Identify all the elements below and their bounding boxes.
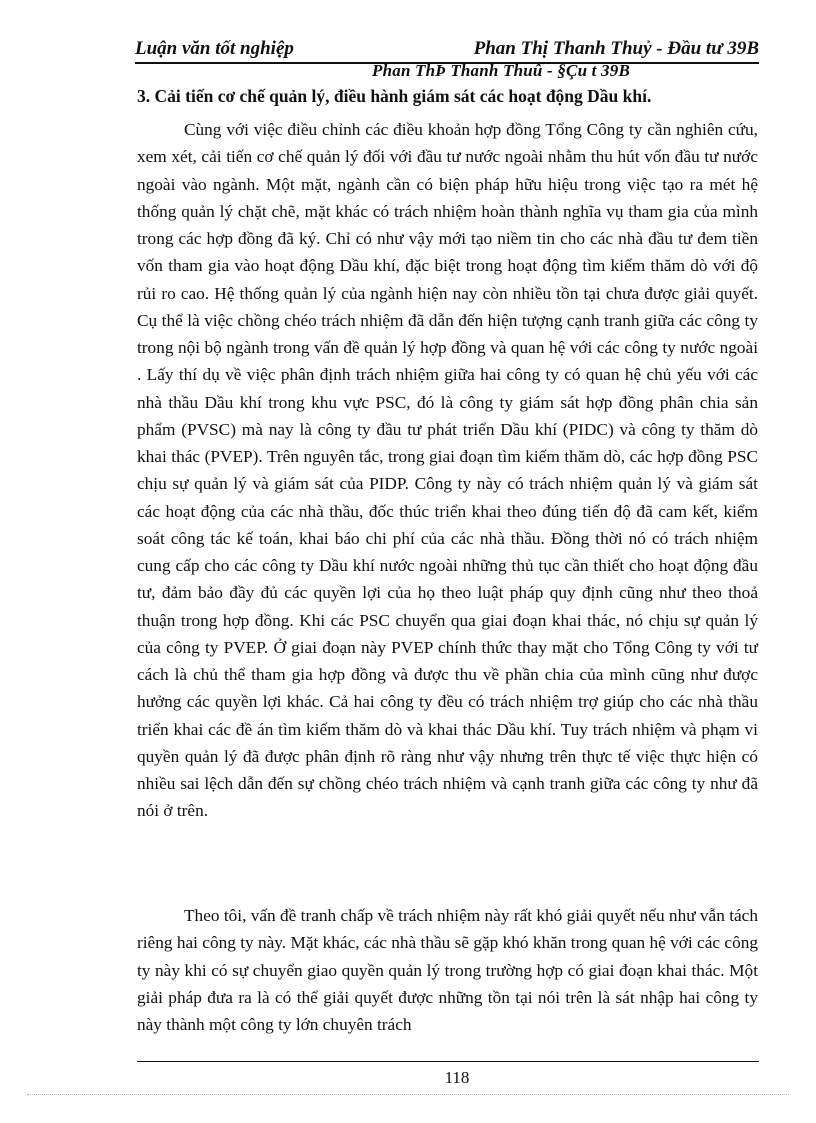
page-number: 118	[444, 1068, 470, 1087]
footer-divider	[137, 1061, 759, 1062]
page-bottom-dotted-divider	[27, 1094, 789, 1095]
paragraph: Cùng với việc điều chỉnh các điều khoản hợp đồng Tổng Công ty cần nghiên cứu, xem xét, cải tiến cơ chế quản lý đối với đầu tư nước ngoài nhằm thu hút vốn đầu tư nước ngoài vào ngành. Một mặt, ngành cần có biện pháp hữu hiệu trong việc tạo ra mét hệ thống quản lý chặt chẽ, mặt khác có trách nhiệm hoàn thành nghĩa vụ tham gia của mình trong các hợp đồng đã ký. Chỉ có như vậy mới tạo niềm tin cho các nhà đầu tư đem tiền vốn tham gia vào hoạt động Dầu khí, đặc biệt trong hoạt động tìm kiếm thăm dò với độ rủi ro cao. Hệ thống quản lý của ngành hiện nay còn nhiều tồn tại chưa được giải quyết. Cụ thể là việc chồng chéo trách nhiệm đã dẫn đến hiện tượng cạnh tranh giữa các công ty trong nội bộ ngành trong vấn đề quản lý hợp đồng và quan hệ với các công ty nước ngoài . Lấy thí dụ về việc phân định trách nhiệm giữa hai công ty có quan hệ chủ yếu với các nhà thầu Dầu khí trong khu vực PSC, đó là công ty giám sát hợp đồng phân chia sản phẩm (PVSC) mà nay là công ty đầu tư phát triển Dầu khí (PIDC) và công ty thăm dò khai thác (PVEP). Trên nguyên tắc, trong giai đoạn tìm kiếm thăm dò, các hợp đồng PSC chịu sự quản lý và giám sát của PIDP. Công ty này có trách nhiệm quản lý và giám sát các hoạt động của các nhà thầu, đốc thúc triển khai theo đúng tiến độ đã cam kết, kiểm soát công tác kế toán, khai báo chi phí của các nhà thầu. Đồng thời nó có trách nhiệm cung cấp cho các công ty Dầu khí nước ngoài những thủ tục cần thiết cho hoạt động đầu tư, đảm bảo đầy đủ các quyền lợi của họ theo luật pháp quy định cũng như theo thoả thuận trong hợp đồng. Khi các PSC chuyển qua giai đoạn khai thác, nó chịu sự quản lý của công ty PVEP. Ở giai đoạn này PVEP chính thức thay mặt cho Tổng Công ty với tư cách là chủ thể tham gia hợp đồng và được thu về phần chia của mình cũng như được hưởng các quyền lợi khác. Cả hai công ty đều có trách nhiệm trợ giúp cho các nhà thầu triển khai các đề án tìm kiếm thăm dò và khai thác Dầu khí. Tuy trách nhiệm và phạm vi quyền quản lý đã được phân định rõ ràng như vậy nhưng trên thực tế việc thực hiện có nhiều sai lệch dẫn đến sự chồng chéo trách nhiệm và cạnh tranh giữa các công ty như đã nói ở trên.	[137, 120, 758, 821]
body-text-block-2	[137, 902, 758, 1038]
header-author: Phan Thị Thanh Thuỷ - Đầu tư 39B	[473, 38, 759, 59]
paragraph: Theo tôi, vấn đề tranh chấp về trách nhiệm này rất khó giải quyết nếu như vẫn tách riêng hai công ty này. Mặt khác, các nhà thầu sẽ gặp khó khăn trong quan hệ với các công ty này khi có sự chuyển giao quyền quản lý trong trường hợp có giai đoạn khai thác. Một giải pháp đưa ra là có thể giải quyết được những tồn tại nói trên là sát nhập hai công ty này thành một công ty lớn chuyên trách	[137, 906, 758, 1034]
body-text-block-1	[137, 116, 758, 825]
section-title: 3. Cải tiến cơ chế quản lý, điều hành giám sát các hoạt động Dầu khí.	[137, 86, 652, 106]
page-number-row	[0, 1068, 816, 1088]
header-thesis-label: Luận văn tốt nghiệp	[135, 38, 294, 59]
header-author-legacy-encoding: Phan ThÞ Thanh Thuû - §Çu t 39B	[372, 61, 630, 80]
